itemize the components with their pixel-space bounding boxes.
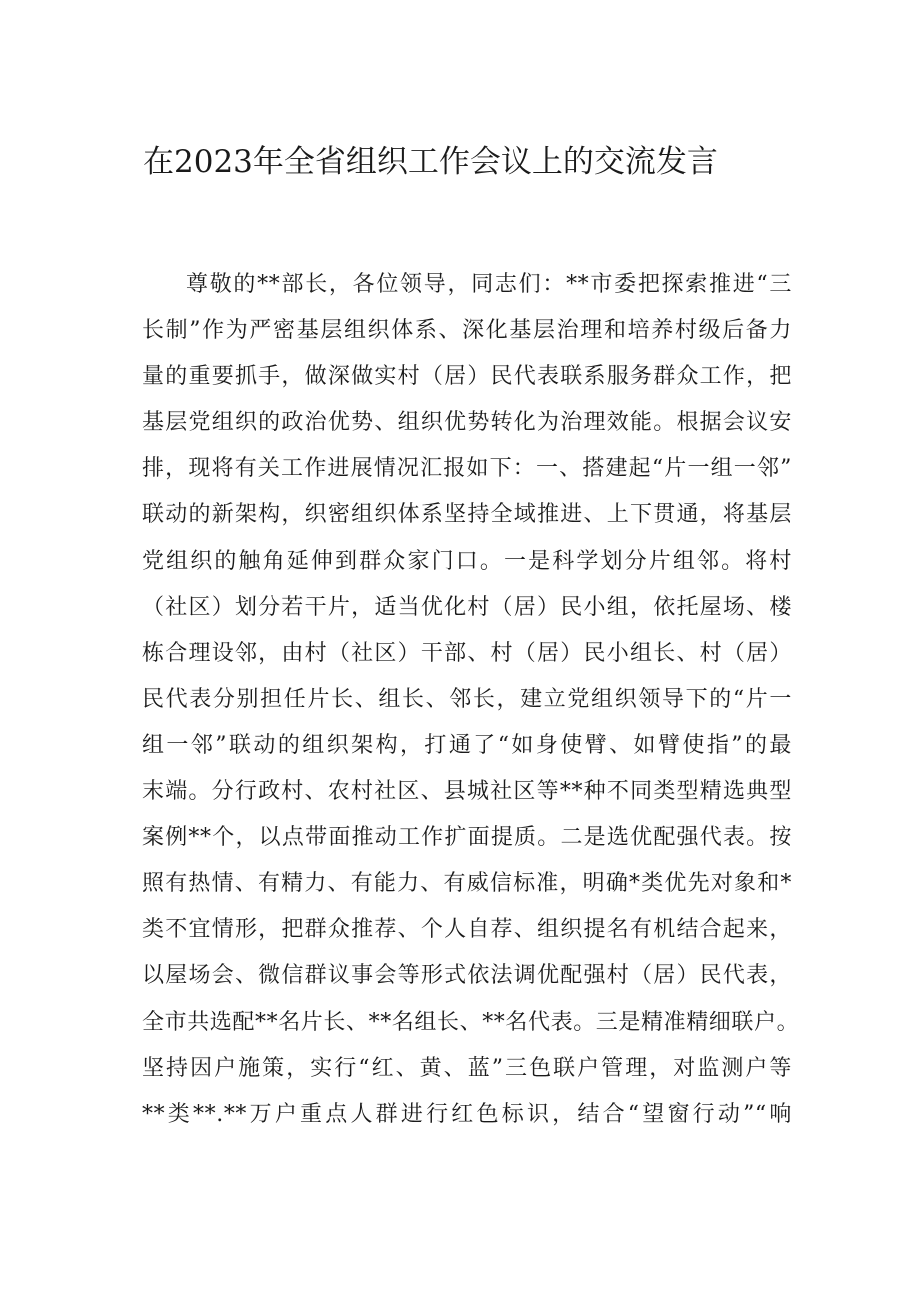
paragraph-line: 全市共选配**名片长、**名组长、**名代表。三是精准精细联户。 — [142, 1009, 800, 1035]
paragraph-line: 党组织的触角延伸到群众家门口。一是科学划分片组邻。将村 — [142, 548, 792, 574]
paragraph-line: 末端。分行政村、农村社区、县城社区等**种不同类型精选典型 — [142, 779, 792, 805]
paragraph-line: 量的重要抓手，做深做实村（居）民代表联系服务群众工作，把 — [142, 364, 792, 390]
paragraph-line: 案例**个，以点带面推动工作扩面提质。二是选优配强代表。按 — [142, 825, 792, 851]
paragraph-line: 以屋场会、微信群议事会等形式依法调优配强村（居）民代表， — [142, 963, 792, 989]
paragraph-line: 类不宜情形，把群众推荐、个人自荐、组织提名有机结合起来， — [142, 917, 792, 943]
paragraph-line: 民代表分别担任片长、组长、邻长，建立党组织领导下的“片一 — [142, 686, 792, 712]
paragraph-line: 基层党组织的政治优势、组织优势转化为治理效能。根据会议安 — [142, 410, 792, 436]
paragraph-line: 排，现将有关工作进展情况汇报如下：一、搭建起“片一组一邻” — [142, 456, 792, 482]
paragraph-line: 照有热情、有精力、有能力、有威信标准，明确*类优先对象和* — [142, 871, 792, 897]
paragraph-line: 组一邻”联动的组织架构，打通了“如身使臂、如臂使指”的最 — [142, 732, 792, 758]
document-body — [142, 262, 800, 1138]
paragraph-line: 栋合理设邻，由村（社区）干部、村（居）民小组长、村（居） — [142, 640, 792, 666]
document-title: 在2023年全省组织工作会议上的交流发言 — [143, 144, 718, 180]
paragraph-line: 坚持因户施策，实行“红、黄、蓝”三色联户管理，对监测户等 — [142, 1055, 792, 1081]
paragraph-line: （社区）划分若干片，适当优化村（居）民小组，依托屋场、楼 — [142, 594, 792, 620]
paragraph-line: 长制”作为严密基层组织体系、深化基层治理和培养村级后备力 — [142, 318, 792, 344]
paragraph-line: **类**.**万户重点人群进行红色标识，结合“望窗行动”“响 — [142, 1101, 792, 1127]
paragraph-line: 尊敬的**部长，各位领导，同志们：**市委把探索推进“三 — [186, 272, 792, 297]
paragraph-line: 联动的新架构，织密组织体系坚持全域推进、上下贯通，将基层 — [142, 502, 792, 528]
